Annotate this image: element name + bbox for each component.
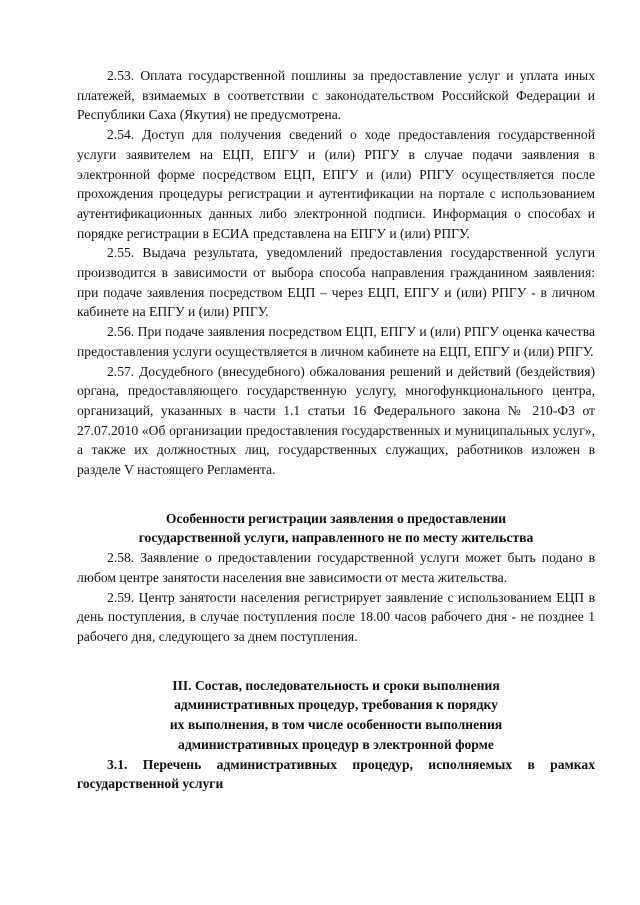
chapter-heading-line-4: административных процедур в электронной форме <box>178 736 494 752</box>
subsection-heading-3-1: 3.1. Перечень административных процедур, исполняемых в рамках государственной услуги <box>77 756 595 792</box>
paragraph-2-58: 2.58. Заявление о предоставлении государственной услуги может быть подано в любом центре занятости населения вне зависимости от места жительства. <box>77 550 595 585</box>
paragraph-2-57: 2.57. Досудебного (внесудебного) обжалования решений и действий (бездействия) органа, предоставляющего государственную услугу, многофункционального центра, организаций, указанных в части 1.1 статьи 16 Федерального закона № 210-ФЗ от 27.07.2010 «Об организации предоставления государственных и муниципальных услуг», а также их должностных лиц, государственных служащих, работников изложен в разделе V настоящего Регламента. <box>77 363 595 478</box>
section-heading-line-1: Особенности регистрации заявления о предоставлении <box>165 510 507 526</box>
chapter-heading <box>77 676 595 755</box>
paragraph-2-55: 2.55. Выдача результата, уведомлений предоставления государственной услуги производится в зависимости от выбора способа направления гражданином заявления: при подаче заявления посредством ЕЦП – через ЕЦП, ЕПГУ и (или) РПГУ - в личном кабинете на ЕПГУ и (или) РПГУ. <box>77 245 595 320</box>
section-heading <box>77 509 595 548</box>
paragraph-2-54: 2.54. Доступ для получения сведений о ходе предоставления государственной услуги заявителем на ЕЦП, ЕПГУ и (или) РПГУ в случае подачи заявления в электронной форме посредством ЕЦП, ЕПГУ и (или) РПГУ осуществляется после прохождения процедуры регистрации и аутентификации на портале с использованием аутентификационных данных либо электронной подписи. Информация о способах и порядке регистрации в ЕСИА представлена на ЕПГУ и (или) РПГУ. <box>77 127 595 241</box>
paragraph-2-56: 2.56. При подаче заявления посредством ЕЦП, ЕПГУ и (или) РПГУ оценка качества предоставления услуги осуществляется в личном кабинете на ЕЦП, ЕПГУ и (или) РПГУ. <box>77 324 595 359</box>
section-heading-line-2: государственной услуги, направленного не по месту жительства <box>138 530 534 546</box>
chapter-heading-line-1: III. Состав, последовательность и сроки выполнения <box>172 677 500 693</box>
chapter-heading-line-3: их выполнения, в том числе особенности выполнения <box>169 717 503 733</box>
document-page <box>77 66 595 794</box>
paragraph-2-53: 2.53. Оплата государственной пошлины за предоставление услуг и уплата иных платежей, взимаемых в соответствии с законодательством Российской Федерации и Республики Саха (Якутия) не предусмотрена. <box>77 68 595 123</box>
paragraph-2-59: 2.59. Центр занятости населения регистрирует заявление с использованием ЕЦП в день поступления, в случае поступления после 18.00 часов рабочего дня - не позднее 1 рабочего дня, следующего за днем поступления. <box>77 589 595 644</box>
chapter-heading-line-2: административных процедур, требования к порядку <box>174 697 498 713</box>
